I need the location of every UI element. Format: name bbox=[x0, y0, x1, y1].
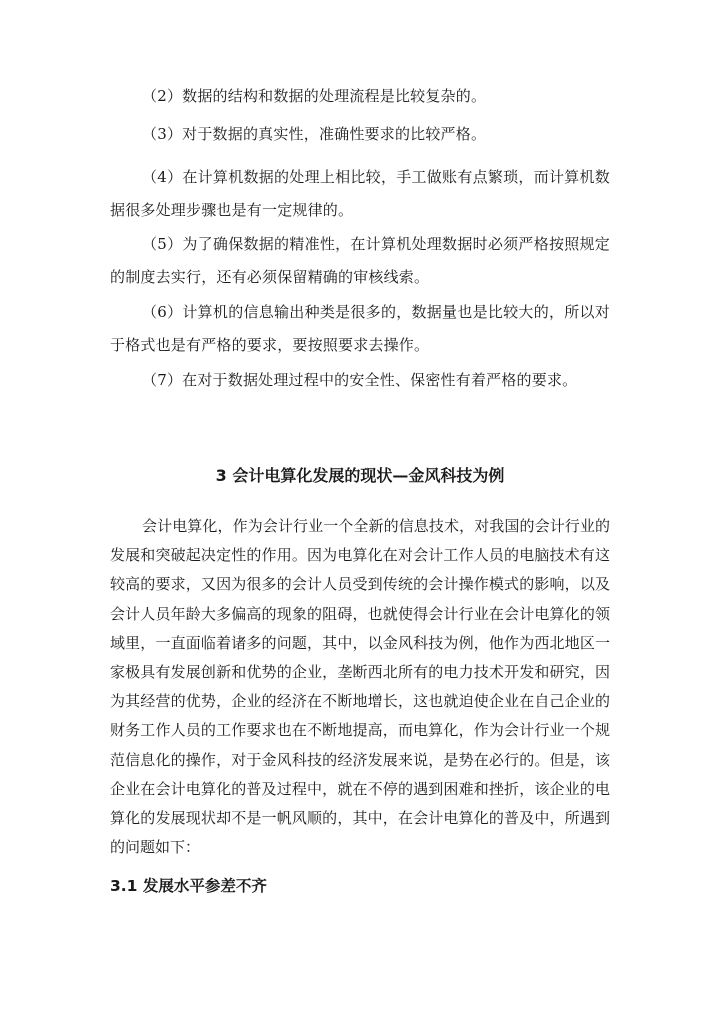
list-item-5: （5）为了确保数据的精准性，在计算机处理数据时必须严格按照规定的制度去实行，还有必须保留精确的审核线索。 bbox=[110, 235, 610, 286]
list-item-3: （3）对于数据的真实性，准确性要求的比较严格。 bbox=[142, 125, 487, 143]
subsection-title: 3.1 发展水平参差不齐 bbox=[110, 877, 267, 895]
list-item-2: （2）数据的结构和数据的处理流程是比较复杂的。 bbox=[142, 87, 487, 105]
section-body-paragraph: 会计电算化，作为会计行业一个全新的信息技术，对我国的会计行业的发展和突破起决定性的作用。因为电算化在对会计工作人员的电脑技术有这较高的要求，又因为很多的会计人员受到传统的会计操作模式的影响，以及会计人员年龄大多偏高的现象的阻碍，也就使得会计行业在会计电算化的领域里，一直面临着诸多的问题，其中，以金风科技为例，他作为西北地区一家极具有发展创新和优势的企业，垄断西北所有的电力技术开发和研究，因为其经营的优势，企业的经济在不断地增长，这也就迫使企业在自己企业的财务工作人员的工作要求也在不断地提高，而电算化，作为会计行业一个规范信息化的操作，对于金风科技的经济发展来说，是势在必行的。但是，该企业在会计电算化的普及过程中，就在不停的遇到困难和挫折，该企业的电算化的发展现状却不是一帆风顺的，其中，在会计电算化的普及中，所遇到的问题如下： bbox=[110, 517, 610, 857]
section-title: 3 会计电算化发展的现状—金风科技为例 bbox=[215, 466, 505, 485]
list-item-4: （4）在计算机数据的处理上相比较，手工做账有点繁琐，而计算机数据很多处理步骤也是有一定规律的。 bbox=[110, 168, 610, 219]
list-item-6: （6）计算机的信息输出种类是很多的，数据量也是比较大的，所以对于格式也是有严格的要求，要按照要求去操作。 bbox=[110, 303, 610, 354]
list-item-7: （7）在对于数据处理过程中的安全性、保密性有着严格的要求。 bbox=[142, 371, 578, 389]
